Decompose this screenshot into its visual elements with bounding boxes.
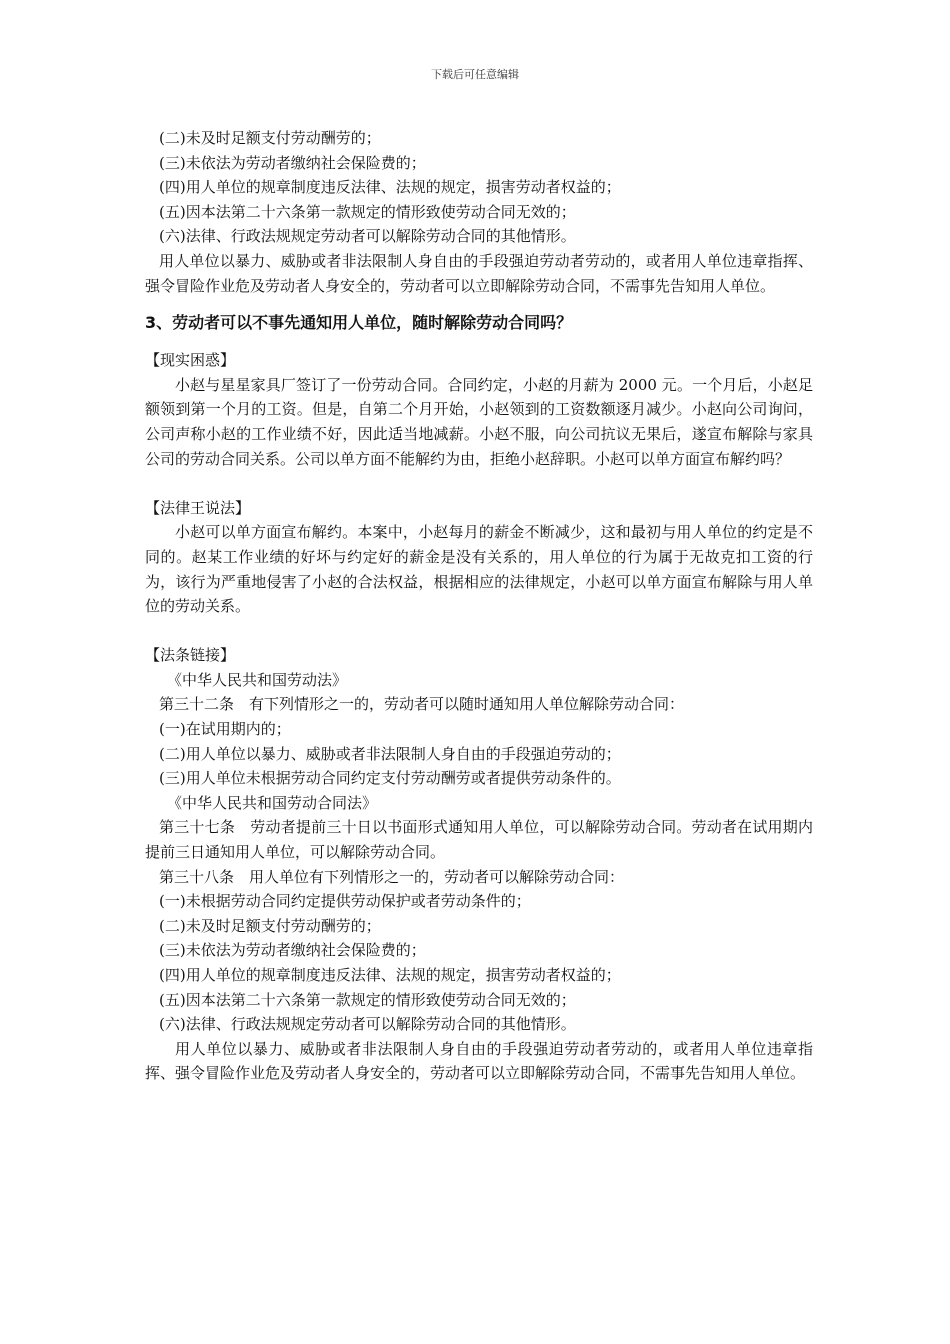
links-label: 【法条链接】 <box>145 646 236 665</box>
page-header: 下载后可任意编辑 <box>431 68 519 81</box>
lawking-label: 【法律王说法】 <box>145 498 251 517</box>
list-item: (三)未依法为劳动者缴纳社会保险费的； <box>159 941 426 960</box>
list-item: (四)用人单位的规章制度违反法律、法规的规定，损害劳动者权益的； <box>159 178 621 197</box>
reality-label: 【现实困惑】 <box>145 351 236 370</box>
law1-article: 第三十二条 有下列情形之一的，劳动者可以随时通知用人单位解除劳动合同： <box>159 695 685 714</box>
law1-title: 《中华人民共和国劳动法》 <box>167 670 348 689</box>
list-item: (三)未依法为劳动者缴纳社会保险费的； <box>159 153 426 172</box>
top-paragraph: 用人单位以暴力、威胁或者非法限制人身自由的手段强迫劳动者劳动的，或者用人单位违章指挥、强令冒险作业危及劳动者人身安全的，劳动者可以立即解除劳动合同，不需事先告知用人单位。 <box>145 251 813 295</box>
spacer <box>145 619 813 644</box>
list-item: (五)因本法第二十六条第一款规定的情形致使劳动合同无效的； <box>159 202 576 221</box>
list-item: (三)用人单位未根据劳动合同约定支付劳动酬劳或者提供劳动条件的。 <box>159 769 621 788</box>
section-heading: 3、劳动者可以不事先通知用人单位，随时解除劳动合同吗？ <box>145 313 573 333</box>
closing-paragraph: 用人单位以暴力、威胁或者非法限制人身自由的手段强迫劳动者劳动的，或者用人单位违章指挥、强令冒险作业危及劳动者人身安全的，劳动者可以立即解除劳动合同，不需事先告知用人单位。 <box>145 1039 813 1083</box>
list-item: (二)未及时足额支付劳动酬劳的； <box>159 129 381 147</box>
list-item: (六)法律、行政法规规定劳动者可以解除劳动合同的其他情形。 <box>159 227 576 246</box>
spacer <box>145 471 813 496</box>
reality-text: 小赵与星星家具厂签订了一份劳动合同。合同约定，小赵的月薪为 2000 元。一个月后，小赵足额领到第一个月的工资。但是，自第二个月开始，小赵领到的工资数额逐月减少。小赵向公司询问，公司声称小赵的工作业绩不好，因此适当地减薪。小赵不服，向公司抗议无果后，遂宣布解除与家具公司的劳动合同关系。公司以单方面不能解约为由，拒绝小赵辞职。小赵可以单方面宣布解约吗？ <box>145 375 813 468</box>
law2-article37: 第三十七条 劳动者提前三十日以书面形式通知用人单位，可以解除劳动合同。劳动者在试用期内提前三日通知用人单位，可以解除劳动合同。 <box>145 818 813 862</box>
list-item: (一)未根据劳动合同约定提供劳动保护或者劳动条件的； <box>159 892 531 911</box>
lawking-text: 小赵可以单方面宣布解约。本案中，小赵每月的薪金不断减少，这和最初与用人单位的约定是不同的。赵某工作业绩的好坏与约定好的薪金是没有关系的，用人单位的行为属于无故克扣工资的行为，该行为严重地侵害了小赵的合法权益，根据相应的法律规定，小赵可以单方面宣布解除与用人单位的劳动关系。 <box>145 523 813 616</box>
document-body <box>145 126 813 1086</box>
list-item: (二)未及时足额支付劳动酬劳的； <box>159 916 381 935</box>
list-item: (一)在试用期内的； <box>159 720 291 739</box>
list-item: (二)用人单位以暴力、威胁或者非法限制人身自由的手段强迫劳动的； <box>159 744 621 763</box>
law2-article38: 第三十八条 用人单位有下列情形之一的，劳动者可以解除劳动合同： <box>159 867 625 886</box>
list-item: (五)因本法第二十六条第一款规定的情形致使劳动合同无效的； <box>159 990 576 1009</box>
list-item: (四)用人单位的规章制度违反法律、法规的规定，损害劳动者权益的； <box>159 966 621 984</box>
law2-title: 《中华人民共和国劳动合同法》 <box>167 793 378 812</box>
list-item: (六)法律、行政法规规定劳动者可以解除劳动合同的其他情形。 <box>159 1015 576 1034</box>
